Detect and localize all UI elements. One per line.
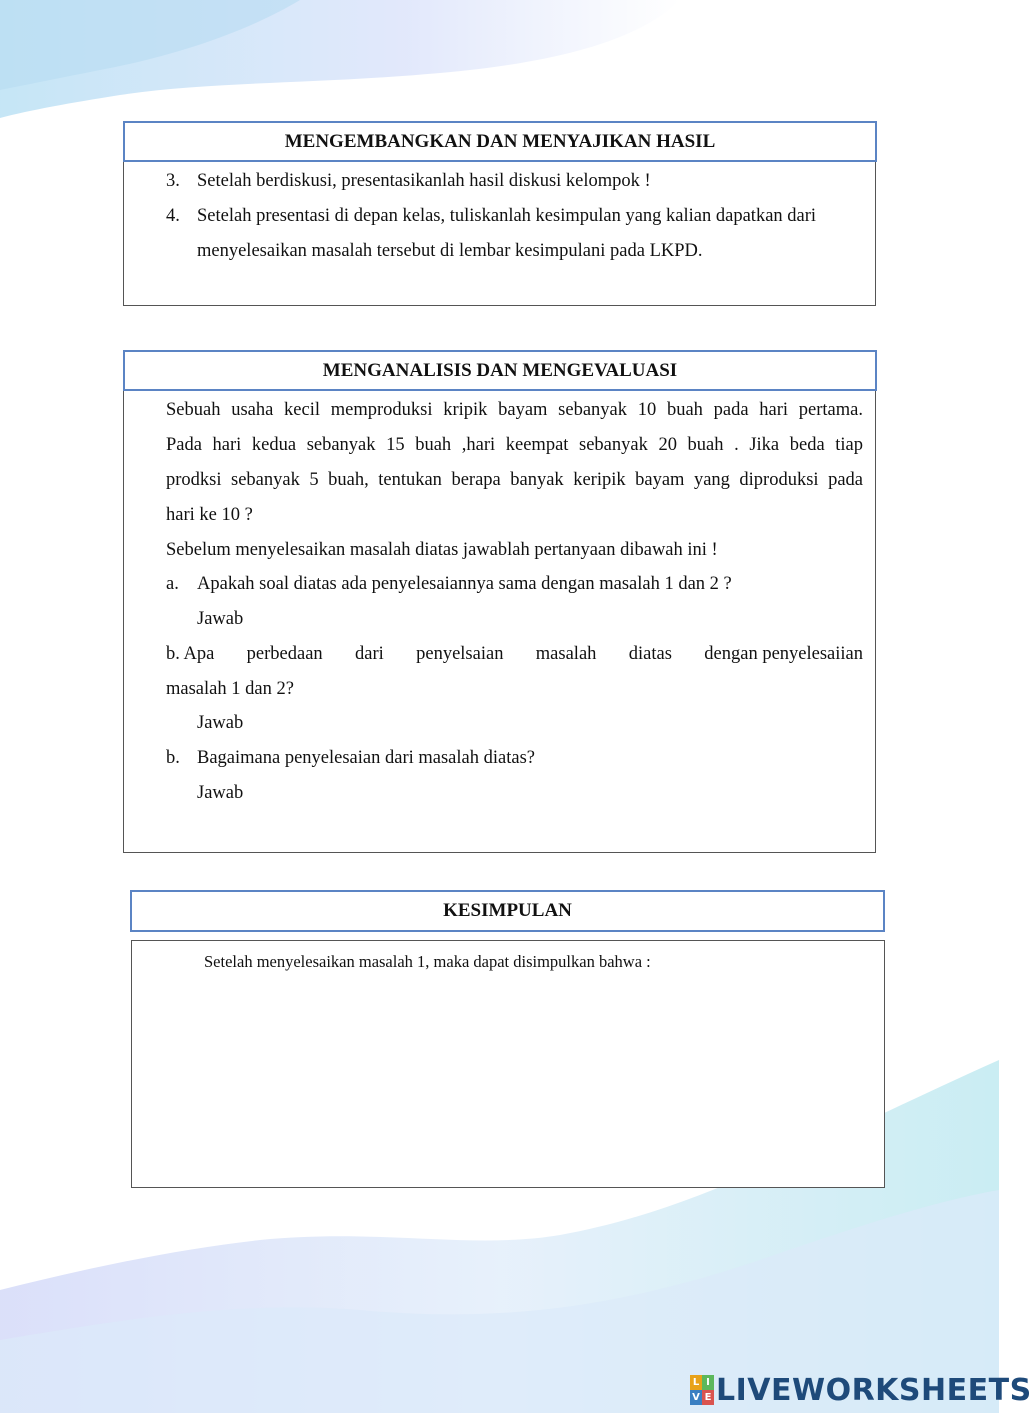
- conclusion-box[interactable]: [131, 940, 885, 1188]
- answer-label: Jawab: [197, 713, 244, 733]
- question-b2-text: Bagaimana penyelesaian dari masalah diatas?: [197, 748, 535, 768]
- section2-title: MENGANALISIS DAN MENGEVALUASI: [123, 350, 877, 391]
- word: penyelsaian: [416, 644, 504, 664]
- question-b1-continued: masalah 1 dan 2?: [166, 679, 294, 699]
- word: masalah: [535, 644, 597, 664]
- word: dari: [355, 644, 384, 664]
- liveworksheets-logo: [690, 1370, 1032, 1410]
- logo-letter: E: [702, 1390, 714, 1405]
- question-a-text: Apakah soal diatas ada penyelesaiannya sama dengan masalah 1 dan 2 ?: [197, 574, 732, 594]
- paragraph-line: Sebuah usaha kecil memproduksi kripik bayam sebanyak 10 buah pada hari pertama.: [166, 400, 863, 420]
- logo-mark-icon: [690, 1375, 714, 1405]
- word: diatas: [628, 644, 672, 664]
- paragraph-line: hari ke 10 ?: [166, 505, 253, 525]
- intro-text: Sebelum menyelesaikan masalah diatas jawablah pertanyaan dibawah ini !: [166, 540, 718, 560]
- item-number: 3.: [166, 171, 180, 191]
- logo-letter: L: [690, 1375, 702, 1390]
- section3-title: KESIMPULAN: [130, 890, 885, 932]
- item-number: 4.: [166, 206, 180, 226]
- question-b2-number: b.: [166, 748, 180, 768]
- item-text: Setelah presentasi di depan kelas, tuliskanlah kesimpulan yang kalian dapatkan dari: [197, 206, 817, 226]
- section1-title: MENGEMBANGKAN DAN MENYAJIKAN HASIL: [123, 121, 877, 162]
- answer-label: Jawab: [197, 783, 244, 803]
- word: perbedaan: [246, 644, 323, 664]
- paragraph-line: prodksi sebanyak 5 buah, tentukan berapa banyak keripik bayam yang diproduksi pada: [166, 470, 863, 490]
- logo-letter: I: [702, 1375, 714, 1390]
- logo-letter: V: [690, 1390, 702, 1405]
- conclusion-prompt: Setelah menyelesaikan masalah 1, maka dapat disimpulkan bahwa :: [204, 952, 651, 971]
- logo-text: LIVEWORKSHEETS: [716, 1372, 1032, 1408]
- word: dengan penyelesaiian: [704, 644, 863, 664]
- question-b1-line: [166, 644, 863, 665]
- item-text: Setelah berdiskusi, presentasikanlah hasil diskusi kelompok !: [197, 171, 651, 191]
- item-text-continued: menyelesaikan masalah tersebut di lembar kesimpulani pada LKPD.: [197, 241, 703, 261]
- answer-label: Jawab: [197, 609, 244, 629]
- word: b. Apa: [166, 644, 215, 664]
- paragraph-line: Pada hari kedua sebanyak 15 buah ,hari keempat sebanyak 20 buah . Jika beda tiap: [166, 435, 863, 455]
- question-a-number: a.: [166, 574, 179, 594]
